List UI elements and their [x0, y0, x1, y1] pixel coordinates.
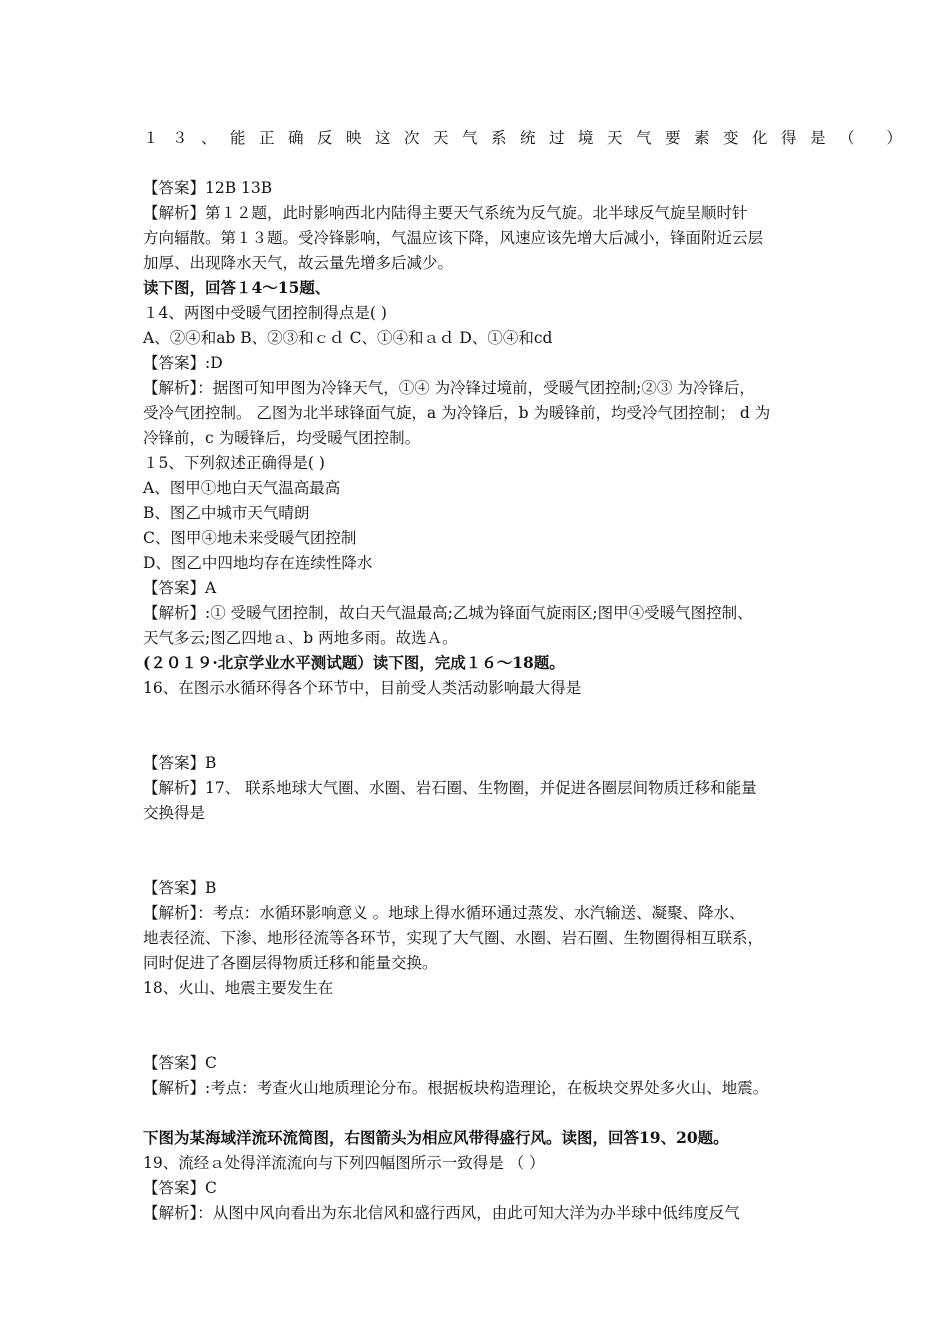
question-15-option-b: B、图乙中城市天气晴朗	[143, 504, 310, 522]
analysis-17-line3: 同时促进了各圈层得物质迁移和能量交换。	[143, 954, 438, 972]
section-heading-19-20: 下图为某海域洋流环流简图，右图箭头为相应风带得盛行风。读图，回答19、20题。	[143, 1128, 729, 1147]
analysis-12-13-line3: 加厚、出现降水天气，故云量先增多后减少。	[143, 254, 454, 272]
answer-17: 【答案】B	[143, 879, 217, 897]
analysis-17-line1: 【解析】：考点：水循环影响意义 。地球上得水循环通过蒸发、水汽输送、凝聚、降水、	[143, 904, 745, 922]
answer-19: 【答案】C	[143, 1179, 217, 1197]
question-15-option-c: C、图甲④地未来受暖气团控制	[143, 529, 357, 547]
question-17-line2: 交换得是	[143, 804, 206, 822]
analysis-15-line1: 【解析】:① 受暖气团控制，故白天气温最高;乙城为锋面气旋雨区;图甲④受暖气图控制、	[143, 604, 753, 622]
question-13: １３、能正确反映这次天气系统过境天气要素变化得是（ ）	[143, 129, 916, 147]
analysis-17-line2: 地表径流、下渗、地形径流等各环节，实现了大气圈、水圈、岩石圈、生物圈得相互联系，	[143, 929, 764, 947]
analysis-12-13-line1: 【解析】第１２题，此时影响西北内陆得主要天气系统为反气旋。北半球反气旋呈顺时针	[143, 204, 748, 222]
analysis-14-line3: 冷锋前，c 为暖锋后，均受暖气团控制。	[143, 429, 421, 447]
analysis-12-13-line2: 方向辐散。第１３题。受冷锋影响，气温应该下降，风速应该先增大后减小，锋面附近云层	[143, 229, 764, 247]
answer-15: 【答案】A	[143, 579, 217, 597]
answer-18: 【答案】C	[143, 1054, 217, 1072]
question-15: １5、下列叙述正确得是( )	[143, 454, 325, 472]
question-15-option-a: A、图甲①地白天气温高最高	[143, 479, 341, 497]
section-heading-16-18: (２０１９·北京学业水平测试题）读下图，完成１６～18题。	[143, 653, 565, 672]
question-18: 18、火山、地震主要发生在	[143, 979, 334, 997]
analysis-15-line2: 天气多云;图乙四地ａ、b 两地多雨。故选Ａ。	[143, 629, 458, 647]
analysis-19-line1: 【解析】：从图中风向看出为东北信风和盛行西风，由此可知大洋为办半球中低纬度反气	[143, 1204, 740, 1222]
analysis-18: 【解析】:考点：考查火山地质理论分布。根据板块构造理论，在板块交界处多火山、地震。	[143, 1079, 769, 1097]
analysis-14-line1: 【解析】：据图可知甲图为冷锋天气，①④ 为冷锋过境前，受暖气团控制;②③ 为冷锋后，	[143, 379, 755, 397]
analysis-14-line2: 受冷气团控制。 乙图为北半球锋面气旋，a 为冷锋后，b 为暖锋前，均受冷气团控制； d 为	[143, 404, 771, 422]
answer-12-13: 【答案】12B 13B	[143, 179, 273, 197]
question-14: １4、两图中受暖气团控制得点是( )	[143, 304, 387, 322]
question-14-options: A、②④和ab B、②③和ｃｄ C、①④和ａｄ D、①④和cd	[143, 329, 553, 347]
analysis-16-question-17-line1: 【解析】17、 联系地球大气圈、水圈、岩石圈、生物圈，并促进各圈层间物质迁移和能量	[143, 779, 757, 797]
answer-16: 【答案】B	[143, 754, 217, 772]
section-heading-14-15: 读下图，回答１4～15题、	[143, 278, 331, 297]
answer-14: 【答案】:D	[143, 354, 223, 372]
question-15-option-d: D、图乙中四地均存在连续性降水	[143, 554, 373, 572]
question-16: 16、在图示水循环得各个环节中，目前受人类活动影响最大得是	[143, 679, 582, 697]
question-19: 19、流经ａ处得洋流流向与下列四幅图所示一致得是 （ ）	[143, 1154, 545, 1172]
